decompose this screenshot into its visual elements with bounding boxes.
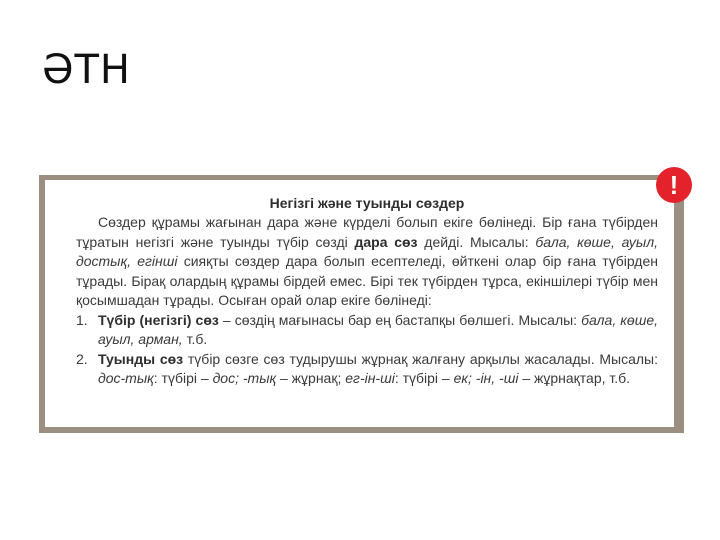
list-number: 2. — [76, 350, 88, 367]
slide-title: ӘТН — [42, 47, 131, 93]
note-content — [45, 180, 674, 427]
list-text: – жұрнақтар, т.б. — [518, 370, 631, 386]
note-box — [39, 175, 684, 433]
paragraph-text: сияқты сөздер дара болып есептеледі, өйткені олар бір ғана түбірден тұрады. Бірақ олардың құрамы бірдей емес. Бірі тек түбірден тұрса, екіншілері түбір мен қосымшадан тұрады. Осыған орай олар екіге бөлінеді: — [76, 253, 658, 308]
paragraph-text: дейді. Мысалы: — [417, 233, 536, 250]
term-dara-soz: дара сөз — [354, 233, 418, 250]
example-word: ег-ін-ші — [345, 370, 395, 386]
list-text: : түбірі – — [153, 370, 213, 386]
example-words: бала, көше, ауыл, достық, егінші — [76, 233, 659, 269]
exclamation-icon: ! — [656, 167, 692, 203]
list-number: 1. — [76, 311, 88, 328]
list-item — [76, 311, 658, 350]
note-heading: Негізгі және туынды сөздер — [269, 195, 465, 211]
list-text: : түбірі – — [394, 370, 454, 386]
note-paragraph — [76, 213, 658, 311]
list-text: түбір сөзге сөз тудырушы жұрнақ жалғану арқылы жасалады. Мысалы: — [183, 350, 658, 367]
term-derived-word: Туынды сөз — [98, 350, 184, 367]
list-text: – сөздің мағынасы бар ең бастапқы бөлшегі. Мысалы: — [218, 311, 582, 328]
example-word: дос; -тық — [212, 370, 277, 386]
paragraph-text: Сөздер құрамы жағынан дара және күрделі болып екіге бөлінеді. Бір ғана түбірден тұратын негізгі және туынды түбір сөзді — [76, 214, 658, 250]
example-word: ек; -ін, -ші — [453, 370, 519, 386]
list-text: – жұрнақ; — [276, 370, 346, 386]
list-text: т.б. — [182, 331, 208, 347]
example-words: бала, көше, ауыл, арман, — [98, 311, 658, 347]
definition-list — [76, 311, 658, 389]
example-word: дос-тық — [98, 370, 154, 386]
list-item — [76, 350, 658, 389]
term-root-word: Түбір (негізгі) сөз — [98, 311, 219, 328]
